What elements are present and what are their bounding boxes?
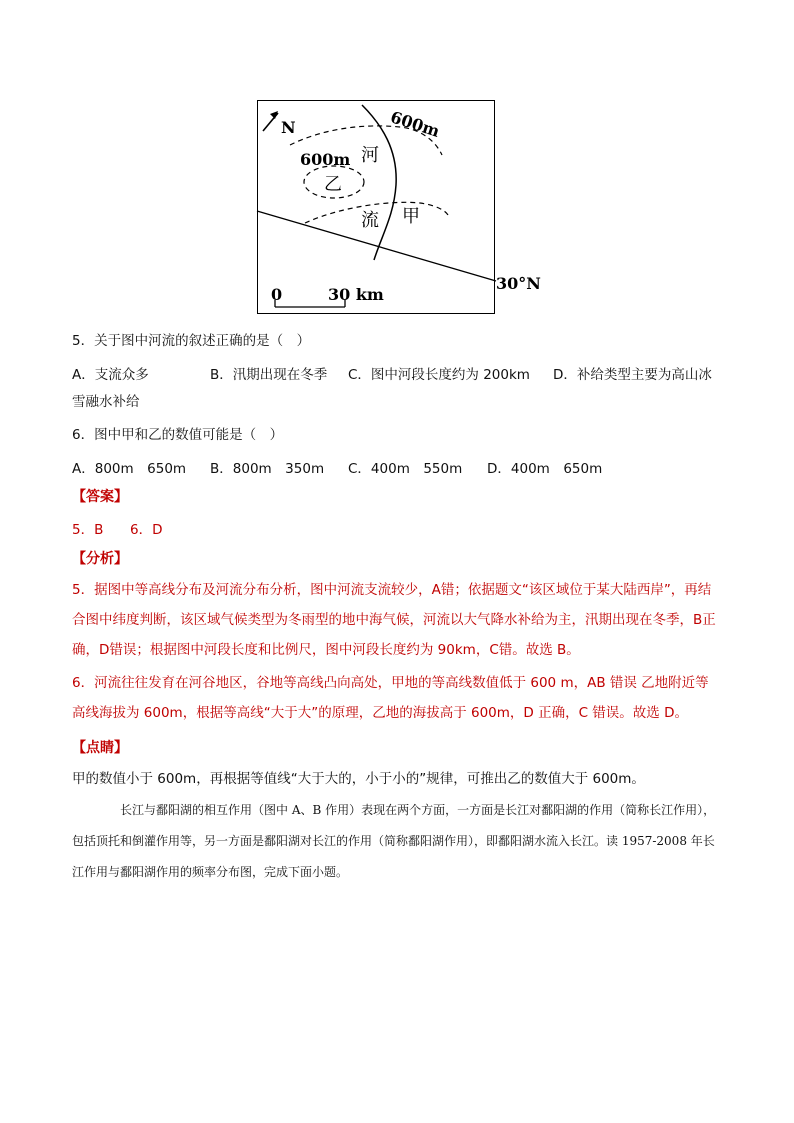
river-label-liu: 流 [361, 210, 379, 231]
north-label: N [281, 118, 296, 137]
scale-distance-label: 30 km [328, 285, 384, 304]
river-line [362, 105, 396, 260]
analysis-q5: 5．据图中等高线分布及河流分布分析，图中河流支流较少，A错；依据题文“该区域位于某大陆西岸”，再结合图中纬度判断，该区域气候类型为冬雨型的地中海气候，河流以大气降水补给为主，汛期出现在冬季，B正确，D错误；根据图中河段长度和比例尺，图中河段长度约为 90km，C错。故选 B。 [72, 582, 716, 658]
analysis-q6: 6．河流往往发育在河谷地区，谷地等高线凸向高处，甲地的等高线数值低于 600 m，AB 错误 乙地附近等高线海拔为 600m，根据等高线“大于大”的原理，乙地的海拔高于 600m，D 正确，C 错误。故选 D。 [72, 675, 709, 721]
q5-option-b: B．汛期出现在冬季 [210, 367, 328, 383]
scale-zero-label: 0 [271, 285, 283, 304]
q5-option-d-continued: 雪融水补给 [72, 394, 140, 410]
q5-option-a: A．支流众多 [72, 367, 149, 383]
q6-option-b: B．800m 350m [210, 461, 325, 477]
reading-passage: 长江与鄱阳湖的相互作用（图中 A、B 作用）表现在两个方面，一方面是长江对鄱阳湖的作用（简称长江作用），包括顶托和倒灌作用等，另一方面是鄱阳湖对长江的作用（简称鄱阳湖作用），即鄱阳湖水流入长江。读 1957-2008 年长江作用与鄱阳湖作用的频率分布图，完成下面小题。 [72, 803, 716, 879]
answer-heading: 【答案】 [72, 489, 128, 505]
contour-label-inner: 600m [300, 150, 351, 169]
contour-label-upper: 600m [388, 107, 442, 141]
analysis-heading: 【分析】 [72, 551, 128, 567]
q6-option-c: C．400m 550m [348, 461, 463, 477]
point-label-yi: 乙 [324, 174, 342, 195]
dianjing-heading: 【点睛】 [72, 740, 128, 756]
q6-option-a: A．800m 650m [72, 461, 187, 477]
q5-option-d: D．补给类型主要为高山冰 [553, 367, 712, 383]
q6-option-d: D．400m 650m [487, 461, 603, 477]
point-label-jia: 甲 [402, 206, 420, 227]
question-5-stem: 5．关于图中河流的叙述正确的是（ ） [72, 333, 311, 349]
latitude-label: 30°N [496, 274, 541, 293]
river-label-he: 河 [361, 145, 379, 166]
contour-map [250, 95, 550, 325]
answer-q5: 5．B [72, 522, 104, 538]
answer-q6: 6．D [130, 522, 163, 538]
question-6-stem: 6．图中甲和乙的数值可能是（ ） [72, 427, 284, 443]
q5-option-c: C．图中河段长度约为 200km [348, 367, 530, 383]
dianjing-text: 甲的数值小于 600m，再根据等值线“大于大的，小于小的”规律，可推出乙的数值大于 600m。 [72, 771, 645, 787]
